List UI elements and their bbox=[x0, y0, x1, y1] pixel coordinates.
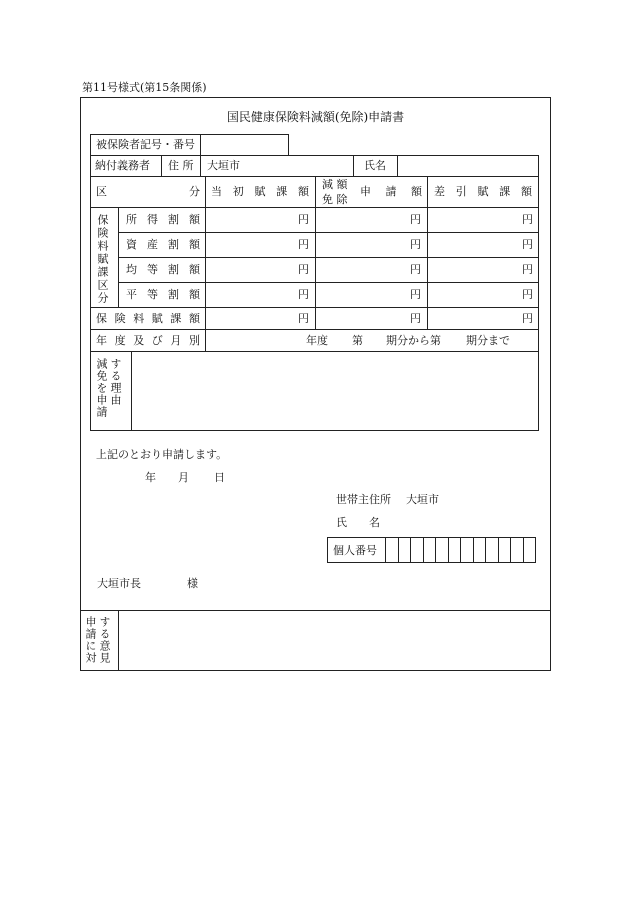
date-year: 年 bbox=[145, 471, 156, 484]
payer-name-field[interactable] bbox=[399, 157, 536, 175]
col-net-header: 差 引 賦 課 額 bbox=[434, 185, 532, 198]
net-amount-field[interactable] bbox=[429, 259, 519, 279]
row-label: 平 等 割 額 bbox=[126, 288, 200, 301]
period-dai: 第 bbox=[352, 334, 363, 347]
personal-number-label: 個人番号 bbox=[333, 544, 377, 557]
net-yen: 円 bbox=[522, 288, 533, 301]
applied-yen: 円 bbox=[410, 213, 421, 226]
total-net-yen: 円 bbox=[522, 312, 533, 325]
applied-amount-field[interactable] bbox=[317, 234, 407, 254]
applied-amount-field[interactable] bbox=[317, 209, 407, 229]
reason-label-1: 減免を申請 bbox=[95, 358, 108, 418]
personal-number-digit[interactable] bbox=[524, 538, 535, 562]
payer-label: 納付義務者 bbox=[95, 159, 150, 172]
householder-name-label: 氏 名 bbox=[336, 516, 380, 529]
reason-label-2: する理由 bbox=[109, 358, 122, 406]
personal-number-digit[interactable] bbox=[424, 538, 435, 562]
initial-amount-field[interactable] bbox=[207, 234, 295, 254]
row-label: 均 等 割 額 bbox=[126, 263, 200, 276]
householder-address-value: 大垣市 bbox=[406, 493, 439, 506]
address-label: 住 所 bbox=[168, 159, 194, 172]
personal-number-digit[interactable] bbox=[411, 538, 422, 562]
date-day: 日 bbox=[214, 471, 225, 484]
personal-number-digit[interactable] bbox=[511, 538, 522, 562]
total-label: 保 険 料 賦 課 額 bbox=[96, 312, 200, 325]
applied-amount-field[interactable] bbox=[317, 284, 407, 304]
form-number: 第11号様式(第15条関係) bbox=[82, 81, 207, 94]
net-amount-field[interactable] bbox=[429, 234, 519, 254]
initial-yen: 円 bbox=[298, 238, 309, 251]
personal-number-digit[interactable] bbox=[461, 538, 472, 562]
total-initial-field[interactable] bbox=[207, 309, 295, 327]
row-label: 所 得 割 額 bbox=[126, 213, 200, 226]
col-applied-header: 申 請 額 bbox=[360, 185, 422, 198]
net-amount-field[interactable] bbox=[429, 209, 519, 229]
total-applied-yen: 円 bbox=[410, 312, 421, 325]
total-initial-yen: 円 bbox=[298, 312, 309, 325]
col-reduction-header-1: 減 額 bbox=[322, 178, 348, 191]
applied-amount-field[interactable] bbox=[317, 259, 407, 279]
reason-field[interactable] bbox=[133, 353, 536, 428]
period-to: 期分まで bbox=[466, 334, 510, 347]
initial-yen: 円 bbox=[298, 213, 309, 226]
personal-number-digit[interactable] bbox=[486, 538, 497, 562]
initial-amount-field[interactable] bbox=[207, 284, 295, 304]
applied-yen: 円 bbox=[410, 288, 421, 301]
personal-number-digit[interactable] bbox=[499, 538, 510, 562]
initial-amount-field[interactable] bbox=[207, 259, 295, 279]
address-value: 大垣市 bbox=[207, 159, 240, 172]
row-label: 資 産 割 額 bbox=[126, 238, 200, 251]
declaration: 上記のとおり申請します。 bbox=[96, 448, 228, 461]
initial-yen: 円 bbox=[298, 263, 309, 276]
col-reduction-header-2: 免 除 bbox=[322, 193, 348, 206]
period-nendo: 年度 bbox=[306, 334, 328, 347]
period-from: 期分から第 bbox=[386, 334, 441, 347]
total-net-field[interactable] bbox=[429, 309, 519, 327]
insured-id-field[interactable] bbox=[202, 136, 286, 154]
initial-yen: 円 bbox=[298, 288, 309, 301]
net-yen: 円 bbox=[522, 213, 533, 226]
address-field[interactable] bbox=[235, 157, 350, 175]
period-label: 年 度 及 び 月 別 bbox=[96, 334, 200, 347]
col-initial-header: 当 初 賦 課 額 bbox=[211, 185, 309, 198]
addressee: 大垣市長 bbox=[97, 577, 141, 590]
personal-number-digit[interactable] bbox=[399, 538, 410, 562]
insured-id-label: 被保険者記号・番号 bbox=[96, 138, 195, 151]
personal-number-digit[interactable] bbox=[386, 538, 397, 562]
applied-yen: 円 bbox=[410, 263, 421, 276]
applied-yen: 円 bbox=[410, 238, 421, 251]
total-applied-field[interactable] bbox=[317, 309, 407, 327]
householder-address-label: 世帯主住所 bbox=[336, 493, 391, 506]
addressee-honorific: 様 bbox=[187, 577, 198, 590]
personal-number-digit[interactable] bbox=[474, 538, 485, 562]
net-yen: 円 bbox=[522, 238, 533, 251]
net-amount-field[interactable] bbox=[429, 284, 519, 304]
name-label: 氏名 bbox=[364, 159, 386, 172]
personal-number-digit[interactable] bbox=[449, 538, 460, 562]
opinion-label-1: 申請に対 bbox=[84, 616, 97, 664]
row-group-label: 保険料賦課区分 bbox=[96, 214, 109, 305]
date-month: 月 bbox=[178, 471, 189, 484]
col-category-header: 区 分 bbox=[96, 185, 200, 198]
personal-number-digit[interactable] bbox=[436, 538, 447, 562]
initial-amount-field[interactable] bbox=[207, 209, 295, 229]
opinion-label-2: する意見 bbox=[98, 616, 111, 664]
opinion-field[interactable] bbox=[120, 612, 548, 668]
net-yen: 円 bbox=[522, 263, 533, 276]
form-title: 国民健康保険料減額(免除)申請書 bbox=[226, 110, 405, 124]
